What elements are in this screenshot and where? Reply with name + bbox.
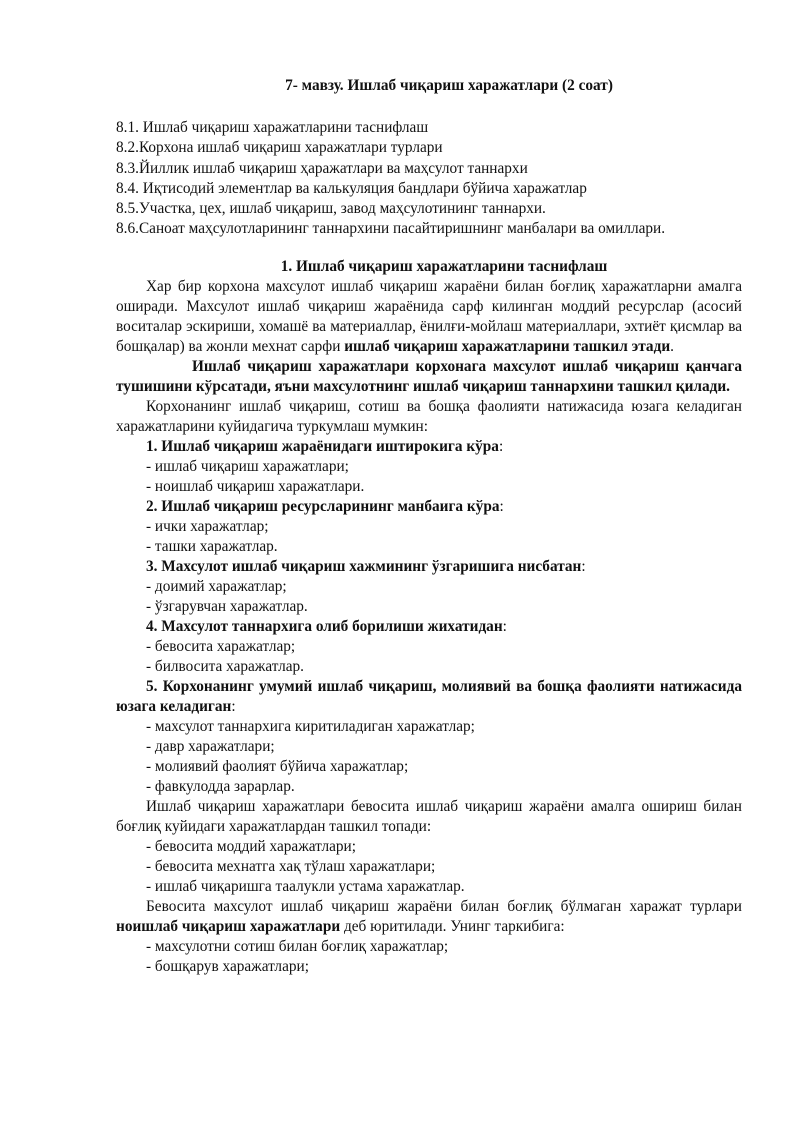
list-item: - ўзгарувчан харажатлар. [146,597,308,615]
list-item: - бошқарув харажатлари; [146,957,309,975]
category-title: 3. Махсулот ишлаб чиқариш хажмининг ўзгаришига нисбатан [146,557,582,575]
list-item: - бевосита мехнатга хақ тўлаш харажатлари; [146,857,436,875]
toc-item: 8.3.Йиллик ишлаб чиқариш ҳаражатлари ва маҳсулот таннархи [116,159,528,177]
colon: : [499,497,504,515]
toc-item: 8.6.Саноат маҳсулотларининг таннархини пасайтиришнинг манбалари ва омиллари. [116,220,666,238]
list-item: - махсулот таннархига киритиладиган харажатлар; [146,717,475,735]
section-heading: 1. Ишлаб чиқариш харажатларини таснифлаш [280,257,608,275]
category-title: 4. Махсулот таннархига олиб борилиши жихатидан [146,617,503,635]
paragraph-text: деб юритилади. Унинг таркибига: [340,917,565,935]
paragraph [116,277,742,357]
list-item: - ишлаб чиқариш харажатлари; [146,457,349,475]
list-item: - бевосита харажатлар; [146,637,296,655]
category-title: 1. Ишлаб чиқариш жараёнидаги иштирокига кўра [146,437,499,455]
list-item: - фавкулодда зарарлар. [146,777,295,795]
category-header [116,557,742,577]
paragraph [116,897,742,937]
list-item: - молиявий фаолият бўйича харажатлар; [146,757,409,775]
colon: : [581,557,586,575]
paragraph-text: Бевосита махсулот ишлаб чиқариш жараёни билан боғлиқ бўлмаган харажат турлари [146,897,742,915]
list-item: - махсулотни сотиш билан боғлиқ харажатлар; [146,937,449,955]
list-item: - ички харажатлар; [146,517,269,535]
document-title: 7- мавзу. Ишлаб чиқариш харажатлари (2 соат) [285,77,613,94]
bold-term: ишлаб чиқариш харажатларини ташкил этади [344,337,671,355]
paragraph-text: . [670,337,674,355]
paragraph: Корхонанинг ишлаб чиқариш, сотиш ва бошқа фаолияти натижасида юзага келадиган харажатларини куйидагича туркумлаш мумкин: [116,397,742,435]
category-title: 2. Ишлаб чиқариш ресурсларининг манбаига кўра [146,497,500,515]
list-item: - ташки харажатлар. [146,537,278,555]
list-item: - доимий харажатлар; [146,577,287,595]
paragraph-text: Хар бир корхона махсулот ишлаб чиқариш жараёни билан боғлиқ харажатларни амалга оширади. Махсулот ишлаб чиқариш жараёнида сарф килинган моддий ресурслар (асосий воситалар эскириши, хомашё ва материаллар, ёнилғи-мойлаш материаллари, эхтиёт қисмлар ва бошқалар) ва жонли мехнат сарфи [116,277,742,355]
list-item: - ишлаб чиқаришга таалукли устама харажатлар. [146,877,465,895]
bold-term: ноишлаб чиқариш харажатлари [116,917,341,935]
document-page [116,76,742,977]
colon: : [502,617,507,635]
table-of-contents [116,118,742,240]
list-item: - ноишлаб чиқариш харажатлари. [146,477,365,495]
bold-paragraph: Ишлаб чиқариш харажатлари корхонага махсулот ишлаб чиқариш қанчага тушишини кўрсатади, яъни махсулотнинг ишлаб чиқариш таннархини ташкил қилади. [116,357,742,395]
toc-item: 8.2.Корхона ишлаб чиқариш харажатлари турлари [116,139,443,157]
toc-item: 8.5.Участка, цех, ишлаб чиқариш, завод маҳсулотининг таннархи. [116,200,546,218]
list-item: - давр харажатлари; [146,737,275,755]
category-header [116,677,742,717]
colon: : [231,697,236,715]
toc-item: 8.4. Иқтисодий элементлар ва калькуляция бандлари бўйича харажатлар [116,179,587,197]
category-header [116,437,742,457]
category-title: 5. Корхонанинг умумий ишлаб чиқариш, молиявий ва бошқа фаолияти натижасида юзага келадиган [116,677,742,715]
category-header [116,617,742,637]
list-item: - бевосита моддий харажатлари; [146,837,356,855]
toc-item: 8.1. Ишлаб чиқариш харажатларини таснифлаш [116,119,429,136]
paragraph: Ишлаб чиқариш харажатлари бевосита ишлаб чиқариш жараёни амалга ошириш билан боғлиқ куйидаги харажатлардан ташкил топади: [116,797,742,835]
colon: : [498,437,504,455]
category-header [116,497,742,517]
list-item: - билвосита харажатлар. [146,657,304,675]
